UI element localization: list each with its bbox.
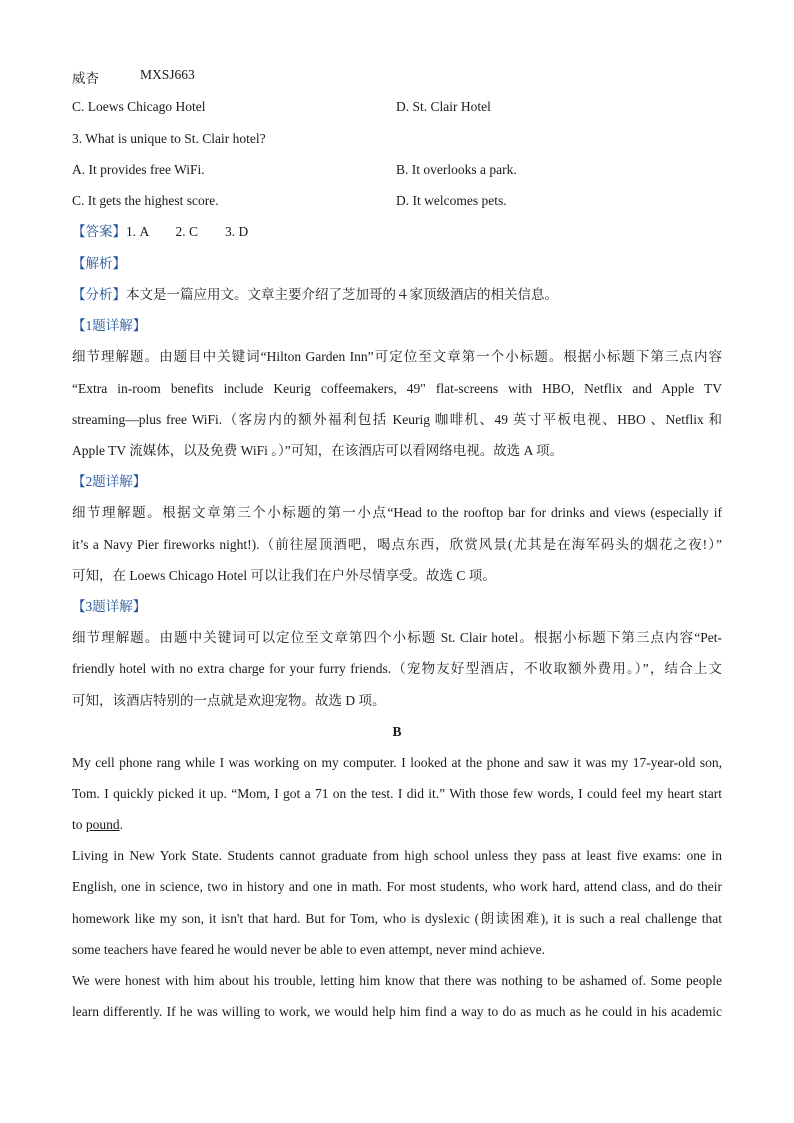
- q3-stem: 3. What is unique to St. Clair hotel?: [72, 131, 266, 146]
- section-heading: B: [392, 724, 402, 739]
- passage-line: some teachers have feared he would never be able to even attempt, never mind achieve.: [72, 942, 546, 957]
- passage-text: to: [72, 817, 86, 832]
- detail-3-label: 【3题详解】: [72, 599, 147, 614]
- passage-line: Tom. I quickly picked it up. “Mom, I got a 71 on the test. I did it.” With those few words, I could feel my heart start: [72, 786, 722, 801]
- passage-text: .: [119, 817, 124, 832]
- q2-option-c: C. Loews Chicago Hotel: [72, 99, 206, 114]
- answer-line: [72, 223, 248, 241]
- detail-2-line: it’s a Navy Pier fireworks night!).（前往屋顶酒吧，喝点东西，欣赏风景(尤其是在海军码头的烟花之夜!）”: [72, 537, 722, 552]
- fenxi-text: 本文是一篇应用文。文章主要介绍了芝加哥的４家顶级酒店的相关信息。: [126, 287, 558, 302]
- detail-1-label: 【1题详解】: [72, 318, 147, 333]
- passage-line: [72, 816, 123, 834]
- q3-option-b: B. It overlooks a park.: [396, 162, 517, 177]
- q3-option-d: D. It welcomes pets.: [396, 193, 507, 208]
- q2-option-d: D. St. Clair Hotel: [396, 99, 491, 114]
- passage-line: learn differently. If he was willing to work, we would help him find a way to do as much as he could in his academic: [72, 1004, 722, 1019]
- detail-1-line: Apple TV 流媒体，以及免费 WiFi 。）”可知，在该酒店可以看网络电视。故选 A 项。: [72, 443, 563, 458]
- detail-2-line: 细节理解题。根据文章第三个小标题的第一小点“Head to the rooftop bar for drinks and views (especially if: [72, 505, 722, 520]
- page-header: [0, 67, 794, 85]
- passage-line: Living in New York State. Students cannot graduate from high school unless they pass at least five exams: one in: [72, 848, 722, 863]
- header-name: 威杏: [72, 71, 99, 86]
- answer-text: 1. A 2. C 3. D: [126, 224, 249, 239]
- detail-1-line: “Extra in-room benefits include Keurig coffeemakers, 49" flat-screens with HBO, Netflix and Apple TV: [72, 381, 722, 396]
- answer-label: 【答案】: [72, 224, 126, 239]
- detail-2-line: 可知，在 Loews Chicago Hotel 可以让我们在户外尽情享受。故选 C 项。: [72, 568, 496, 583]
- passage-line: We were honest with him about his trouble, letting him know that there was nothing to be ashamed of. Some people: [72, 973, 722, 988]
- fenxi-line: [72, 286, 558, 304]
- passage-line: English, one in science, two in history and one in math. For most students, who work hard, attend class, and do their: [72, 879, 722, 894]
- passage-line: homework like my son, it isn't that hard. But for Tom, who is dyslexic (朗读困难), it is such a real challenge that: [72, 911, 722, 926]
- q3-option-c: C. It gets the highest score.: [72, 193, 219, 208]
- detail-1-line: streaming—plus free WiFi.（客房内的额外福利包括 Keurig 咖啡机、49 英寸平板电视、HBO 、Netflix 和: [72, 412, 722, 427]
- header-code: MXSJ663: [140, 67, 195, 82]
- q3-option-a: A. It provides free WiFi.: [72, 162, 205, 177]
- detail-3-line: 细节理解题。由题中关键词可以定位至文章第四个小标题 St. Clair hotel。根据小标题下第三点内容“Pet-: [72, 630, 722, 645]
- fenxi-label: 【分析】: [72, 287, 126, 302]
- analysis-label: 【解析】: [72, 256, 126, 271]
- underlined-word: pound: [85, 817, 120, 832]
- detail-3-line: 可知，该酒店特别的一点就是欢迎宠物。故选 D 项。: [72, 693, 386, 708]
- detail-1-line: 细节理解题。由题目中关键词“Hilton Garden Inn”可定位至文章第一个小标题。根据小标题下第三点内容: [72, 349, 722, 364]
- detail-2-label: 【2题详解】: [72, 474, 147, 489]
- detail-3-line: friendly hotel with no extra charge for your furry friends.（宠物友好型酒店，不收取额外费用。）”，结合上文: [72, 661, 722, 676]
- passage-line: My cell phone rang while I was working on my computer. I looked at the phone and saw it was my 17-year-old son,: [72, 755, 722, 770]
